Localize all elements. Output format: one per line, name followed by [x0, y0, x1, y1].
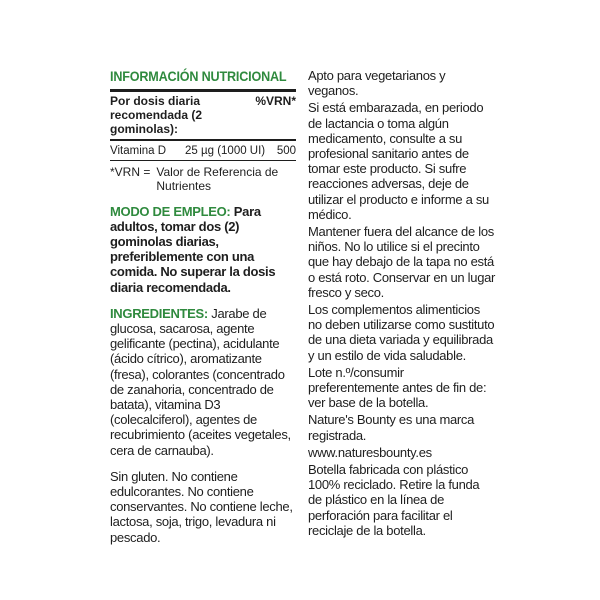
footnote-key: *VRN = — [110, 164, 151, 179]
recycling-info: Botella fabricada con plástico 100% reciclado. Retire la funda de plástico en la línea de perforación para facilitar el reciclaje de la botella. — [308, 462, 480, 538]
right-column — [308, 68, 496, 540]
nutrient-name: Vitamina D — [110, 144, 167, 157]
footnote-text: Valor de Referencia de Nutrientes — [156, 164, 279, 193]
website-link[interactable]: www.naturesbounty.es — [308, 444, 432, 460]
nutrition-row — [110, 141, 296, 160]
nutrient-amount: 25 µg (1000 UI) — [185, 144, 266, 157]
nutrition-header — [110, 92, 296, 139]
pregnancy-warning: Si está embarazada, en periodo de lactancia o toma algún medicamento, consulte a su profesional sanitario antes de tomar este producto. Si sufre reacciones adversas, deje de utilizar el producto e informe a su médico. — [308, 100, 489, 222]
usage-section — [110, 204, 296, 295]
nutrition-footnote — [110, 165, 296, 193]
supplement-disclaimer: Los complementos alimenticios no deben utilizarse como sustituto de una dieta variada y equilibrada y un estilo de vida saludable. — [308, 302, 495, 363]
lot-info: Lote n.º/consumir preferentemente antes de fin de: ver base de la botella. — [308, 364, 487, 411]
usage-text: Para adultos, tomar dos (2) gominolas diarias, preferiblemente con una comida. No superar la dosis diaria recomendada. — [110, 203, 276, 295]
ingredients-label: INGREDIENTES: — [110, 305, 208, 321]
usage-label: MODO DE EMPLEO: — [110, 203, 231, 219]
nutrition-header-vrn: %VRN* — [255, 94, 296, 108]
trademark-notice: Nature's Bounty es una marca registrada. — [308, 412, 475, 443]
left-column — [110, 68, 296, 545]
nutrient-vrn: 500 — [276, 144, 296, 157]
ingredients-text: Jarabe de glucosa, sacarosa, agente gelificante (pectina), acidulante (ácido cítrico), aromatizante (fresa), colorantes (concentrado de zanahoria, concentrado de batata), vitamina D3 (colecalciferol), agentes de recubrimiento (aceites vegetales, cera de carnauba). — [110, 305, 291, 458]
storage-warning: Mantener fuera del alcance de los niños. No lo utilice si el precinto que hay debajo de la tapa no está o está roto. Conservar en un lugar fresco y seco. — [308, 224, 496, 300]
ingredients-section — [110, 306, 296, 458]
vegan-statement: Apto para vegetarianos y veganos. — [308, 68, 446, 99]
nutrition-bottom-rule — [110, 160, 296, 161]
nutrition-title: INFORMACIÓN NUTRICIONAL — [110, 68, 287, 84]
free-from-section: Sin gluten. No contiene edulcorantes. No contiene conservantes. No contiene leche, lactosa, soja, trigo, levadura ni pescado. — [110, 468, 293, 545]
nutrition-header-label: Por dosis diaria recomendada (2 gominolas): — [110, 94, 203, 136]
